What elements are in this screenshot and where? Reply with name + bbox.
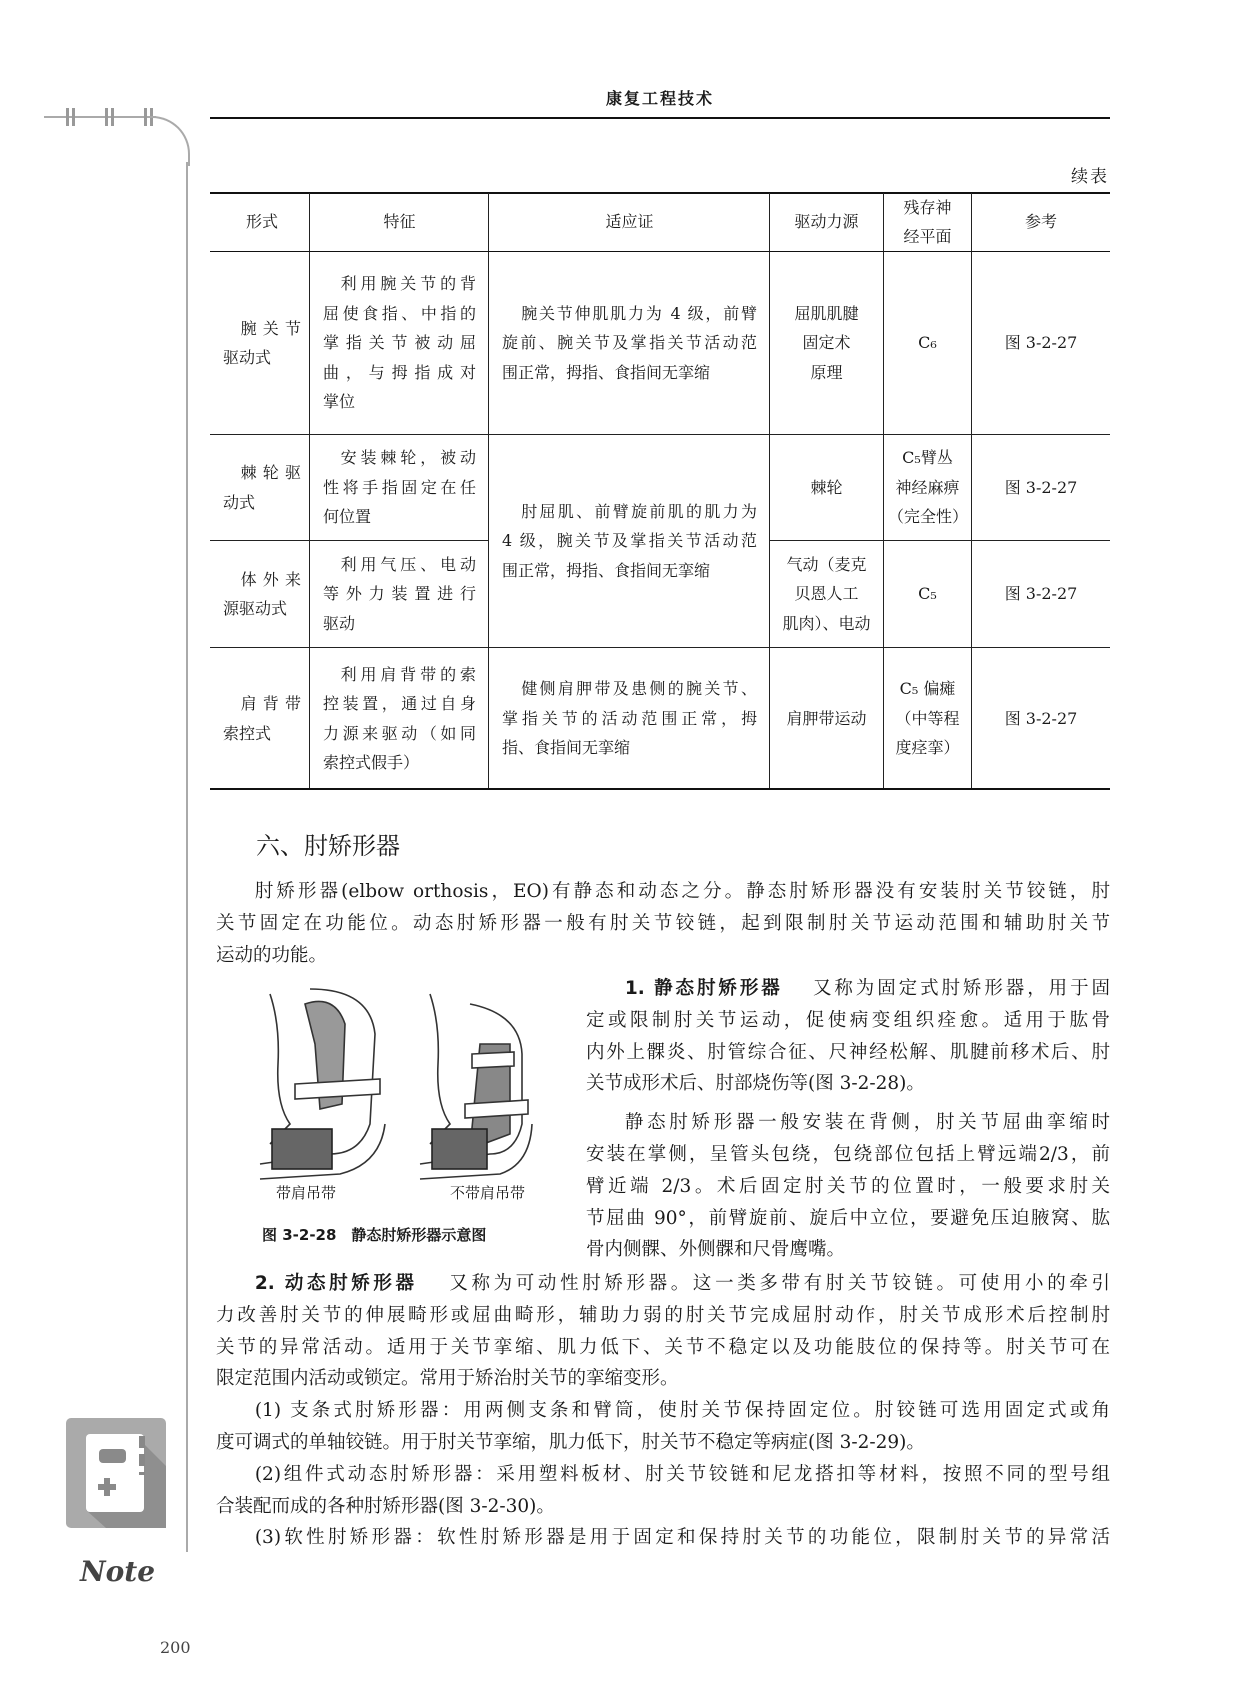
text-line: 安装棘轮，被动 <box>340 448 476 468</box>
text-line: 适应证 <box>605 212 654 232</box>
text-line: （完全性） <box>888 507 969 527</box>
text-line: 力源来驱动（如同 <box>323 723 476 743</box>
table-cell-form <box>210 541 310 648</box>
table-cell-ref <box>972 252 1110 435</box>
text-line: 骨内侧髁、外侧髁和尺骨鹰嘴。 <box>586 1239 846 1261</box>
figure-label-without-sling: 不带肩吊带 <box>450 1184 526 1202</box>
text-line: 性将手指固定在任 <box>323 477 476 497</box>
text-line: 驱动式 <box>223 348 272 367</box>
subsection-title: 2. 动态肘矫形器 <box>254 1273 418 1294</box>
text-line: 掌位 <box>323 392 356 412</box>
text-line: 贝恩人工 <box>794 584 859 604</box>
margin-decoration-curve <box>150 116 190 166</box>
text-line: 利用气压、电动 <box>340 554 476 574</box>
text-run: 又称为可动性肘矫形器。这一类多带有肘关节铰链。可使用小的牵引 <box>449 1273 1110 1294</box>
table-cell-form <box>210 648 310 789</box>
text-line: 安装在掌侧，呈管头包绕，包绕部位包括上臂远端2/3，前 <box>586 1143 1110 1165</box>
text-line: C₆ <box>918 333 937 353</box>
text-line: 特征 <box>383 212 416 232</box>
table-cell-ref <box>972 541 1110 648</box>
text-line: 控装置，通过自身 <box>323 694 476 713</box>
hinge-orthosis-paragraph <box>216 1395 1110 1459</box>
text-line: 关节成形术后、肘部烧伤等(图 3-2-28)。 <box>586 1073 925 1095</box>
figure-label-with-sling: 带肩吊带 <box>276 1184 337 1202</box>
text-line: 形式 <box>245 212 278 232</box>
text-line: 定或限制肘关节运动，促使病变组织痊愈。适用于肱骨 <box>586 1009 1110 1031</box>
text-line: 静态肘矫形器一般安装在背侧，肘关节屈曲挛缩时 <box>624 1112 1110 1134</box>
table-cell-ref <box>972 648 1110 789</box>
arm-with-sling-drawing <box>260 989 385 1179</box>
table-cell-power <box>770 435 884 541</box>
text-line: 驱动 <box>323 613 356 633</box>
text-line: 神经麻痹 <box>895 477 960 497</box>
static-orthosis-paragraph-2 <box>586 1107 1110 1266</box>
table-cell-power <box>770 252 884 435</box>
header-power <box>770 193 884 252</box>
text-line: 合装配而成的各种肘矫形器(图 3-2-30)。 <box>216 1495 555 1517</box>
table-cell-ref <box>972 435 1110 541</box>
text-line: 围正常，拇指、食指间无挛缩 <box>502 560 711 580</box>
text-line: 驱动力源 <box>794 212 859 232</box>
text-run: 又称为固定式肘矫形器，用于固 <box>812 978 1110 999</box>
text-line <box>216 1268 1110 1300</box>
text-line <box>586 973 1110 1005</box>
margin-decoration-mark <box>66 108 75 126</box>
text-line: 指、食指间无挛缩 <box>502 738 631 758</box>
text-line: 源驱动式 <box>223 599 288 618</box>
table-cell-indication-merged <box>489 435 770 648</box>
text-line: 掌指关节被动屈 <box>323 333 476 353</box>
running-head: 康复工程技术 <box>605 89 714 108</box>
text-line: 肩胛带运动 <box>786 708 867 728</box>
text-line: 运动的功能。 <box>216 944 328 966</box>
table-cell-level <box>884 435 972 541</box>
text-line: C₅臂丛 <box>902 448 953 468</box>
text-line: 腕关节 <box>240 318 301 338</box>
table-cell-power <box>770 648 884 789</box>
text-line: 围正常，拇指、食指间无挛缩 <box>502 362 711 382</box>
table-bottom-rule <box>210 788 1110 790</box>
intro-paragraph <box>216 876 1110 971</box>
text-line: 掌指关节的活动范围正常，拇 <box>502 708 757 728</box>
text-line: (2)组件式动态肘矫形器：采用塑料板材、肘关节铰链和尼龙搭扣等材料，按照不同的型号组 <box>254 1463 1110 1485</box>
margin-decoration-line <box>44 116 156 118</box>
table-cell-indication <box>489 252 770 435</box>
text-line: 利用肩背带的索 <box>340 664 476 684</box>
text-line: 体外来 <box>240 569 301 589</box>
text-line: 索控式 <box>223 723 272 743</box>
header-form <box>210 193 310 252</box>
text-line: 原理 <box>810 362 843 382</box>
text-line: 固定术 <box>802 333 851 353</box>
text-line: C₅ 偏瘫 <box>899 679 956 699</box>
text-line: 4 级，腕关节及掌指关节活动范 <box>502 531 757 551</box>
note-label: Note <box>80 1555 156 1588</box>
text-line: 臂近端 2/3。术后固定肘关节的位置时，一般要求肘关 <box>586 1175 1110 1197</box>
modular-orthosis-paragraph <box>216 1459 1110 1523</box>
table-continued-label: 续表 <box>1071 167 1109 187</box>
text-line: 参考 <box>1024 212 1057 232</box>
text-line: 内外上髁炎、肘管综合征、尺神经松解、肌腱前移术后、肘 <box>586 1041 1110 1063</box>
elbow-orthosis-figure <box>250 984 550 1189</box>
text-line: 曲，与拇指成对 <box>323 362 476 382</box>
text-line: 肩背带 <box>240 694 301 713</box>
text-line: 屈肌肌腱 <box>794 303 859 323</box>
text-line: 屈使食指、中指的 <box>323 303 476 323</box>
page-number: 200 <box>160 1638 191 1657</box>
text-line: 旋前、腕关节及掌指关节活动范 <box>502 333 757 353</box>
table-cell-indication <box>489 648 770 789</box>
text-line: 气动（麦克 <box>786 554 867 574</box>
text-line: 肘屈肌、前臂旋前肌的肌力为 <box>521 501 757 521</box>
text-line: 图 3-2-27 <box>1004 584 1078 604</box>
header-rule <box>210 117 1110 119</box>
text-line: 图 3-2-27 <box>1004 708 1078 728</box>
dynamic-orthosis-paragraph <box>216 1268 1110 1554</box>
text-line: 何位置 <box>323 507 372 527</box>
text-line: 利用腕关节的背 <box>340 274 476 294</box>
text-line: 经平面 <box>903 227 952 246</box>
text-line: 图 3-2-27 <box>1004 477 1078 497</box>
text-line: (3)软性肘矫形器：软性肘矫形器是用于固定和保持肘关节的功能位，限制肘关节的异常活 <box>254 1527 1110 1549</box>
text-line: 残存神 <box>903 197 952 217</box>
text-line: （中等程 <box>895 708 960 728</box>
text-block <box>586 1005 1110 1100</box>
header-level <box>884 193 972 252</box>
header-feature <box>310 193 489 252</box>
margin-rule <box>186 162 188 1552</box>
header-ref <box>972 193 1110 252</box>
table-cell-power <box>770 541 884 648</box>
text-block <box>216 1300 1110 1395</box>
text-line: 健侧肩胛带及患侧的腕关节、 <box>521 679 757 699</box>
header-indication <box>489 193 770 252</box>
text-line: 棘轮驱 <box>240 463 301 482</box>
table-cell-level <box>884 541 972 648</box>
text-line: 肘矫形器(elbow orthosis，EO)有静态和动态之分。静态肘矫形器没有安装肘关节铰链，肘 <box>254 881 1110 902</box>
figure-caption: 图 3-2-28 静态肘矫形器示意图 <box>262 1226 487 1244</box>
text-line: 索控式假手） <box>323 753 420 772</box>
table-cell-level <box>884 252 972 435</box>
text-line: 腕关节伸肌肌力为 4 级，前臂 <box>521 303 757 323</box>
text-line: 力改善肘关节的伸展畸形或屈曲畸形，辅助力弱的肘关节完成屈肘动作，肘关节成形术后控制肘 <box>216 1304 1110 1326</box>
text-line: 节屈曲 90°，前臂旋前、旋后中立位，要避免压迫腋窝、肱 <box>586 1207 1110 1229</box>
text-line: C₅ <box>918 584 937 604</box>
static-orthosis-paragraph <box>586 973 1110 1266</box>
text-line: (1) 支条式肘矫形器：用两侧支条和臂筒，使肘关节保持固定位。肘铰链可选用固定式或角 <box>254 1400 1110 1422</box>
table-cell-form <box>210 252 310 435</box>
text-line: 等外力装置进行 <box>323 584 476 604</box>
margin-decoration-mark <box>105 108 114 126</box>
text-line: 关节固定在功能位。动态肘矫形器一般有肘关节铰链，起到限制肘关节运动范围和辅助肘关节 <box>216 912 1110 934</box>
table-cell-feature <box>310 648 489 789</box>
table-cell-feature <box>310 435 489 541</box>
text-line: 棘轮 <box>810 477 843 497</box>
text-line: 图 3-2-27 <box>1004 333 1078 353</box>
arm-without-sling-drawing <box>420 994 532 1179</box>
table-cell-feature <box>310 541 489 648</box>
section-heading: 六、肘矫形器 <box>256 832 400 860</box>
table-cell-level <box>884 648 972 789</box>
text-line: 动式 <box>223 492 256 512</box>
text-line: 度痉挛） <box>895 738 960 758</box>
text-line: 限定范围内活动或锁定。常用于矫治肘关节的挛缩变形。 <box>216 1368 679 1390</box>
text-line: 肌肉）、电动 <box>782 613 871 633</box>
note-book-icon <box>66 1418 168 1530</box>
soft-orthosis-paragraph <box>216 1522 1110 1554</box>
table-cell-feature <box>310 252 489 435</box>
table-cell-form <box>210 435 310 541</box>
text-line: 度可调式的单轴铰链。用于肘关节挛缩，肌力低下，肘关节不稳定等病症(图 3-2-29)。 <box>216 1431 925 1453</box>
subsection-title: 1. 静态肘矫形器 <box>624 978 783 999</box>
text-line: 关节的异常活动。适用于关节挛缩、肌力低下、关节不稳定以及功能肢位的保持等。肘关节可在 <box>216 1336 1110 1358</box>
